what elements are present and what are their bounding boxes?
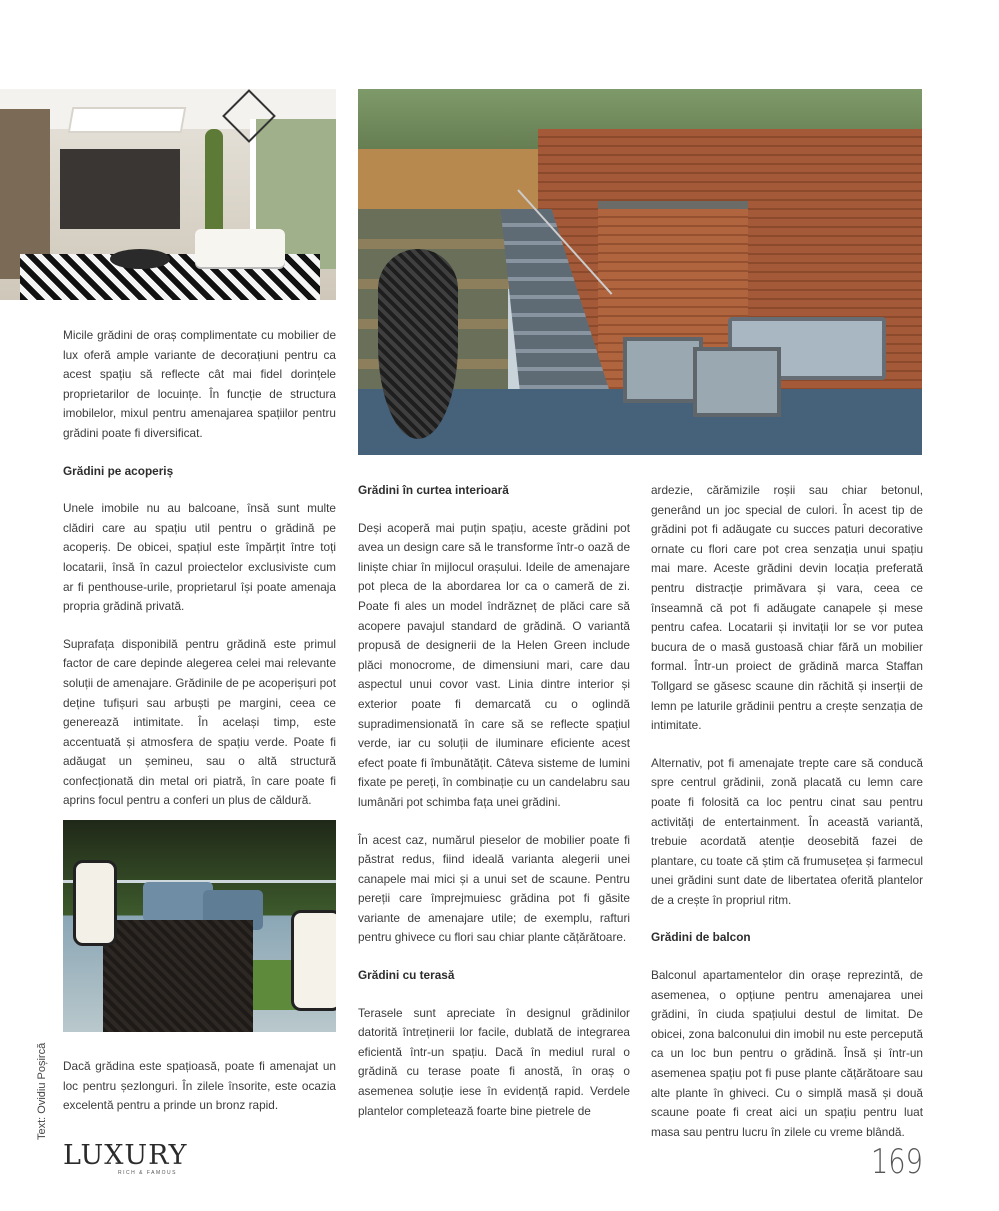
author-credit: Text: Ovidiu Poșircă — [36, 1042, 48, 1140]
intro-paragraph: Micile grădini de oraș complimentate cu mobilier de lux oferă ample variante de decorațiuni pentru ca acest spațiu să reflecte cât mai fidel dorințele proprietarilor de locuințe. În funcție de structura imobilelor, mixul pentru amenajarea spațiilor pentru grădini poate fi diversificat. — [63, 328, 336, 440]
spacious-garden-paragraph: Dacă grădina este spațioasă, poate fi amenajat un loc pentru șezlonguri. În zilele însorite, este ocazia excelentă pentru a prinde un bronz rapid. — [63, 1059, 336, 1113]
left-column-bottom — [63, 1057, 336, 1134]
balcony-paragraph: Balconul apartamentelor din orașe reprezintă, de asemenea, o opțiune pentru amenajarea unei grădini, în ciuda spațiului destul de limitat. De obicei, zona balconului din imobil nu este percepută ca un loc bun pentru o grădină. Însă și într-un asemenea spațiu pot fi puse plante cățărătoare sau alte plante în ghiveci. Cu o simplă masă și două scaune poate fi creat aici un spațiu pentru luat masa sau pentru lucru în zilele cu vreme blândă. — [651, 968, 923, 1139]
luxury-logo: LUXURY — [63, 1140, 188, 1171]
terrace-paragraph-1: Terasele sunt apreciate în designul grădinilor datorită întreținerii lor facile, dublată de integrarea eficientă într-un spațiu. Dacă în mediul rural o grădină cu terase poate fi anostă, în oraș o asemenea soluție iese în evidență rapid. Verdele plantelor completează foarte bine pietrele de — [358, 1005, 630, 1118]
terrace-paragraph-continued: ardezie, cărămizile roșii sau chiar betonul, generând un joc special de culori. În acest tip de grădini pot fi adăugate cu succes paturi decorative ornate cu flori care pot crea senzația unui spațiu mai mare. Aceste grădini devin locația preferată pentru distracție primăvara și vara, ceea ce înseamnă că pot fi adăugate canapele și mese pentru cafea. Locatarii și invitații lor se vor putea bucura de o masă gustoasă chiar fără un mobilier formal. Într-un proiect de grădină marca Staffan Tollgard se găsesc scaune din răchită și inserții de lemn pe laturile grădinii pentru a crește senzația de intimitate. — [651, 483, 923, 733]
left-column — [63, 326, 336, 829]
photo-interior-living-room — [0, 89, 336, 300]
logo-tagline: RICH & FAMOUS — [118, 1170, 177, 1176]
middle-column — [358, 481, 630, 1139]
rooftop-paragraph-1: Unele imobile nu au balcoane, însă sunt multe clădiri care au spațiu util pentru o grădină pe acoperiș. De obicei, spațiul este împărțit între toți locatarii, însă în cazul proiectelor exclusiviste cum ar fi penthouse-urile, proprietarul își poate amenaja propria grădină privată. — [63, 501, 336, 614]
photo-courtyard-garden — [358, 89, 922, 455]
heading-terrace-gardens: Grădini cu terasă — [358, 968, 455, 983]
rooftop-paragraph-2: Suprafața disponibilă pentru grădină este primul factor de care depinde alegerea celei mai relevante soluții de amenajare. Grădinile de pe acoperișuri pot deține tufișuri sau arbuști pe margini, ceea ce generează intimitate. În același timp, este accentuată și atmosfera de spațiu verde. Poate fi adăugat un șemineu, sau o altă structură confecționată din metal ori piatră, în care poate fi aprins focul pentru a conferi un plus de căldură. — [63, 636, 336, 808]
heading-rooftop-gardens: Grădini pe acoperiș — [63, 463, 174, 478]
heading-balcony-gardens: Grădini de balcon — [651, 930, 751, 945]
heading-courtyard-gardens: Grădini în curtea interioară — [358, 483, 509, 497]
courtyard-paragraph-2: În acest caz, numărul pieselor de mobilier poate fi păstrat redus, fiind ideală varianta alegerii unei canapele mai mici și a unui set de scaune. Pentru pereții care împrejmuiesc grădina pot fi găsite variante de amenajare utile; de exemplu, rafturi pentru ghivece cu flori sau chiar plante cățărătoare. — [358, 832, 630, 945]
photo-terrace-furniture — [63, 820, 336, 1032]
courtyard-paragraph-1: Deși acoperă mai puțin spațiu, aceste grădini pot avea un design care să le transforme într-o oază de liniște chiar în mijlocul orașului. Ideile de amenajare pot pleca de la abordarea lor ca o cameră de zi. Poate fi ales un model îndrăzneț de plăci care să acopere pavajul standard de grădină. O variantă propusă de designerii de la Helen Green include plăci monocrome, de dimensiuni mari, care dau aspectul unui covor vast. Linia dintre interior și exterior poate fi demarcată cu o oglindă supradimensionată în care să se reflecte spațiul verde, iar cu soluții de iluminare eficiente acest efect poate fi îmbunătățit. Câteva sisteme de lumini fixate pe pereți, în combinație cu un candelabru sau lumânări pot schimba fața unei grădini. — [358, 520, 630, 809]
terrace-paragraph-2: Alternativ, pot fi amenajate trepte care să conducă spre centrul grădinii, zonă placată cu lemn care poate fi folosită ca loc pentru cinat sau pentru activități de entertainment. În această variantă, trebuie acordată atenție deosebită fazei de plantare, cu toate că știm că frumusețea și farmecul unei grădini sunt date de libertatea oferită plantelor de a crește în propriul ritm. — [651, 755, 923, 907]
right-column — [651, 481, 923, 1160]
page-number: 169 — [871, 1142, 923, 1182]
